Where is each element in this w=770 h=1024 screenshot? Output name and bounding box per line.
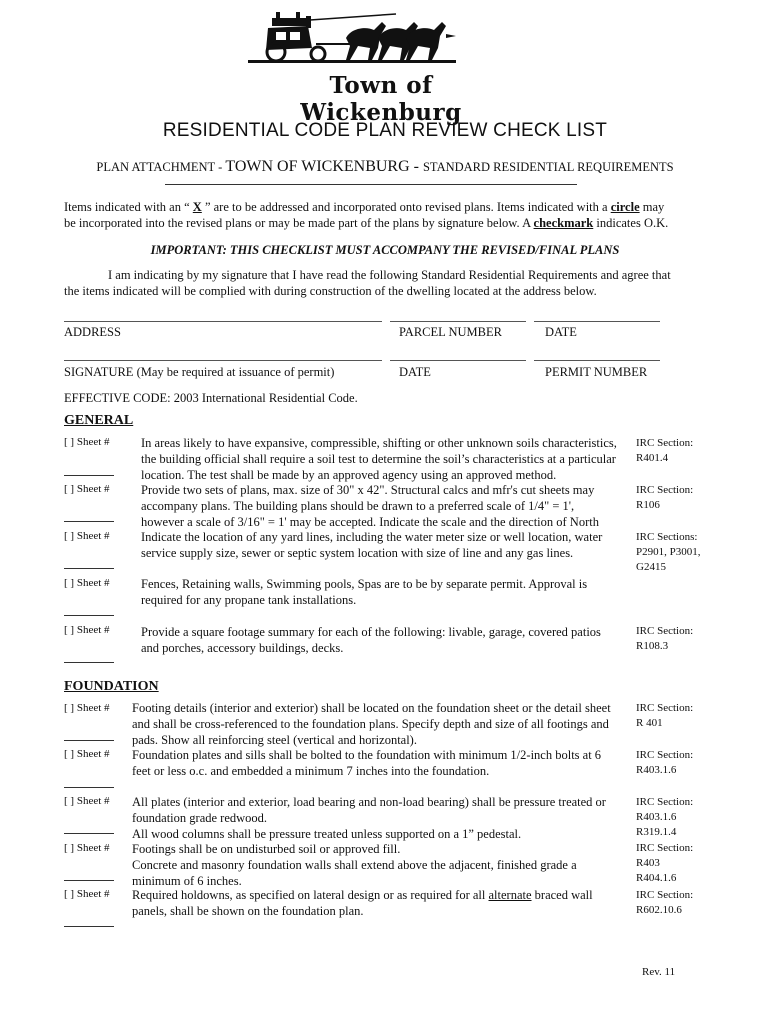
item-text: minimum of 6 inches. <box>132 874 242 888</box>
section-foundation: FOUNDATION <box>64 679 159 694</box>
item-text: location. The test shall be made by an approved agency using an approved method. <box>141 468 557 482</box>
sheet-number-field[interactable] <box>64 833 114 834</box>
effective-code: EFFECTIVE CODE: 2003 International Residential Code. <box>64 391 358 405</box>
list-item <box>132 700 625 748</box>
irc-code: R 401 <box>636 717 663 729</box>
irc-reference <box>636 888 693 918</box>
page-title: RESIDENTIAL CODE PLAN REVIEW CHECK LIST <box>162 120 608 141</box>
town-logo <box>246 8 516 126</box>
list-item <box>132 794 625 842</box>
irc-code: R404.1.6 <box>636 872 677 884</box>
date-field-2[interactable] <box>390 360 526 361</box>
stagecoach-icon <box>246 8 516 72</box>
list-item <box>132 887 625 919</box>
item-text-part: braced wall <box>531 888 593 902</box>
parcel-number-label: PARCEL NUMBER <box>399 325 502 339</box>
item-text: however a scale of 3/16" = 1' may be accepted. Indicate the scale and the direction of North <box>141 515 599 529</box>
irc-reference <box>636 624 693 654</box>
address-label: ADDRESS <box>64 325 121 339</box>
irc-reference <box>636 436 693 466</box>
item-text: Foundation plates and sills shall be bolted to the foundation with minimum 1/2-inch bolts at 6 <box>132 748 602 762</box>
item-text: Indicate the location of any yard lines, including the water meter size or well location, water <box>141 530 603 544</box>
list-item <box>141 529 625 561</box>
attachment-suffix: STANDARD RESIDENTIAL REQUIREMENTS <box>422 160 674 174</box>
irc-label: IRC Section: <box>636 749 694 761</box>
sheet-number-field[interactable] <box>64 880 114 881</box>
list-item <box>132 841 625 889</box>
town-name: Town of Wickenburg <box>300 72 462 126</box>
irc-code: G2415 <box>636 561 666 573</box>
item-text: Provide two sets of plans, max. size of 30" x 42". Structural calcs and mfr's cut sheets may <box>141 483 595 497</box>
irc-reference <box>636 748 693 778</box>
item-text: feet or less o.c. and embedded a minimum 7 inches into the foundation. <box>132 764 490 778</box>
item-text: foundation grade redwood. <box>132 811 268 825</box>
sheet-checkbox[interactable]: [ ] Sheet # <box>64 577 110 589</box>
irc-reference <box>636 841 693 886</box>
agreement-line-1: I am indicating by my signature that I have read the following Standard Residential Requirements and agree that <box>108 268 671 282</box>
irc-code: R319.1.4 <box>636 826 677 838</box>
item-text: All plates (interior and exterior, load bearing and non-load bearing) shall be pressure treated or <box>132 795 606 809</box>
item-text: Fences, Retaining walls, Swimming pools, Spas are to be by separate permit. Approval is <box>141 577 588 591</box>
item-text: In areas likely to have expansive, compressible, shifting or other unknown soils characteristics, <box>141 436 617 450</box>
item-text-part: Required holdowns, as specified on lateral design or as required for all <box>132 888 489 902</box>
item-text: Provide a square footage summary for each of the following: livable, garage, covered patios <box>141 625 601 639</box>
agreement-line-2: the items indicated will be complied with during construction of the dwelling located at the address below. <box>64 284 597 298</box>
sheet-number-field[interactable] <box>64 740 114 741</box>
section-general: GENERAL <box>64 413 134 428</box>
parcel-number-field[interactable] <box>390 321 526 322</box>
permit-number-field[interactable] <box>534 360 660 361</box>
sheet-checkbox[interactable]: [ ] Sheet # <box>64 748 110 760</box>
signature-field[interactable] <box>64 360 382 361</box>
irc-code: R403.1.6 <box>636 811 677 823</box>
item-text: required for any propane tank installations. <box>141 593 357 607</box>
irc-reference <box>636 795 693 840</box>
item-text: All wood columns shall be pressure treated unless supported on a 1” pedestal. <box>132 827 522 841</box>
irc-reference <box>636 530 701 575</box>
irc-code: R602.10.6 <box>636 904 682 916</box>
divider <box>165 184 577 185</box>
sheet-checkbox[interactable]: [ ] Sheet # <box>64 624 110 636</box>
sheet-checkbox[interactable]: [ ] Sheet # <box>64 842 110 854</box>
irc-label: IRC Section: <box>636 625 694 637</box>
intro-text: may <box>639 200 665 214</box>
date-label: DATE <box>545 325 577 339</box>
checkmark-word: checkmark <box>533 216 594 230</box>
intro-text: Items indicated with an “ <box>64 200 193 214</box>
item-text: service supply size, sewer or septic system location with size of line and any gas lines. <box>141 546 574 560</box>
date-label-2: DATE <box>399 365 431 379</box>
irc-code: R403.1.6 <box>636 764 677 776</box>
permit-number-label: PERMIT NUMBER <box>545 365 648 379</box>
item-text: Footing details (interior and exterior) shall be located on the foundation sheet or the detail sheet <box>132 701 611 715</box>
irc-label: IRC Section: <box>636 796 694 808</box>
sheet-checkbox[interactable]: [ ] Sheet # <box>64 702 110 714</box>
irc-reference <box>636 483 693 513</box>
signature-label: SIGNATURE (May be required at issuance of permit) <box>64 365 335 379</box>
irc-label: IRC Section: <box>636 437 694 449</box>
x-mark: X <box>192 200 202 214</box>
sheet-checkbox[interactable]: [ ] Sheet # <box>64 795 110 807</box>
list-item <box>132 747 625 779</box>
revision-label: Rev. 11 <box>642 966 676 978</box>
circle-word: circle <box>610 200 640 214</box>
irc-code: R403 <box>636 857 660 869</box>
intro-text: indicates O.K. <box>593 216 669 230</box>
irc-code: R108.3 <box>636 640 669 652</box>
sheet-number-field[interactable] <box>64 662 114 663</box>
irc-label: IRC Section: <box>636 889 694 901</box>
sheet-number-field[interactable] <box>64 926 114 927</box>
irc-reference <box>636 701 693 731</box>
item-text: Concrete and masonry foundation walls shall extend above the adjacent, finished grade a <box>132 858 577 872</box>
sheet-checkbox[interactable]: [ ] Sheet # <box>64 436 110 448</box>
intro-line-2 <box>64 215 704 232</box>
item-text: the building official shall require a soil test to determine the soil’s characteristics at a particular <box>141 452 616 466</box>
irc-label: IRC Section: <box>636 484 694 496</box>
intro-line-1 <box>64 199 704 216</box>
list-item <box>141 624 625 656</box>
item-text: pads. Show all reinforcing steel (vertical and horizontal). <box>132 733 417 747</box>
sheet-checkbox[interactable]: [ ] Sheet # <box>64 483 110 495</box>
list-item <box>141 576 625 608</box>
irc-code: R106 <box>636 499 660 511</box>
irc-code: P2901, P3001, <box>636 546 701 558</box>
attachment-prefix: PLAN ATTACHMENT - <box>96 160 226 174</box>
important-notice: IMPORTANT: THIS CHECKLIST MUST ACCOMPANY THE REVISED/FINAL PLANS <box>150 243 620 257</box>
item-text: Footings shall be on undisturbed soil or approved fill. <box>132 842 401 856</box>
list-item <box>141 482 625 530</box>
sheet-checkbox[interactable]: [ ] Sheet # <box>64 888 110 900</box>
irc-label: IRC Section: <box>636 842 694 854</box>
date-field[interactable] <box>534 321 660 322</box>
item-text: panels, shall be shown on the foundation plan. <box>132 904 364 918</box>
sheet-checkbox[interactable]: [ ] Sheet # <box>64 530 110 542</box>
item-text: and shall be cross-referenced to the foundation plans. Specify depth and size of all footings and <box>132 717 609 731</box>
attachment-dash: - <box>409 158 423 175</box>
item-text: and porches, accessory buildings, decks. <box>141 641 344 655</box>
irc-code: R401.4 <box>636 452 669 464</box>
intro-text: be incorporated into the revised plans or may be made part of the plans by signature below. A <box>64 216 534 230</box>
sheet-number-field[interactable] <box>64 787 114 788</box>
irc-label: IRC Sections: <box>636 531 698 543</box>
sheet-number-field[interactable] <box>64 475 114 476</box>
sheet-number-field[interactable] <box>64 521 114 522</box>
irc-label: IRC Section: <box>636 702 694 714</box>
item-text <box>132 887 625 903</box>
intro-text: ” are to be addressed and incorporated onto revised plans. Items indicated with a <box>201 200 611 214</box>
sheet-number-field[interactable] <box>64 568 114 569</box>
address-field[interactable] <box>64 321 382 322</box>
list-item <box>141 435 625 483</box>
item-text: accompany plans. The building plans should be drawn to a preferred scale of 1/4" = 1', <box>141 499 575 513</box>
plan-attachment-line <box>0 158 770 176</box>
sheet-number-field[interactable] <box>64 615 114 616</box>
attachment-town: TOWN OF WICKENBURG <box>225 158 410 175</box>
alternate-word: alternate <box>488 888 532 902</box>
